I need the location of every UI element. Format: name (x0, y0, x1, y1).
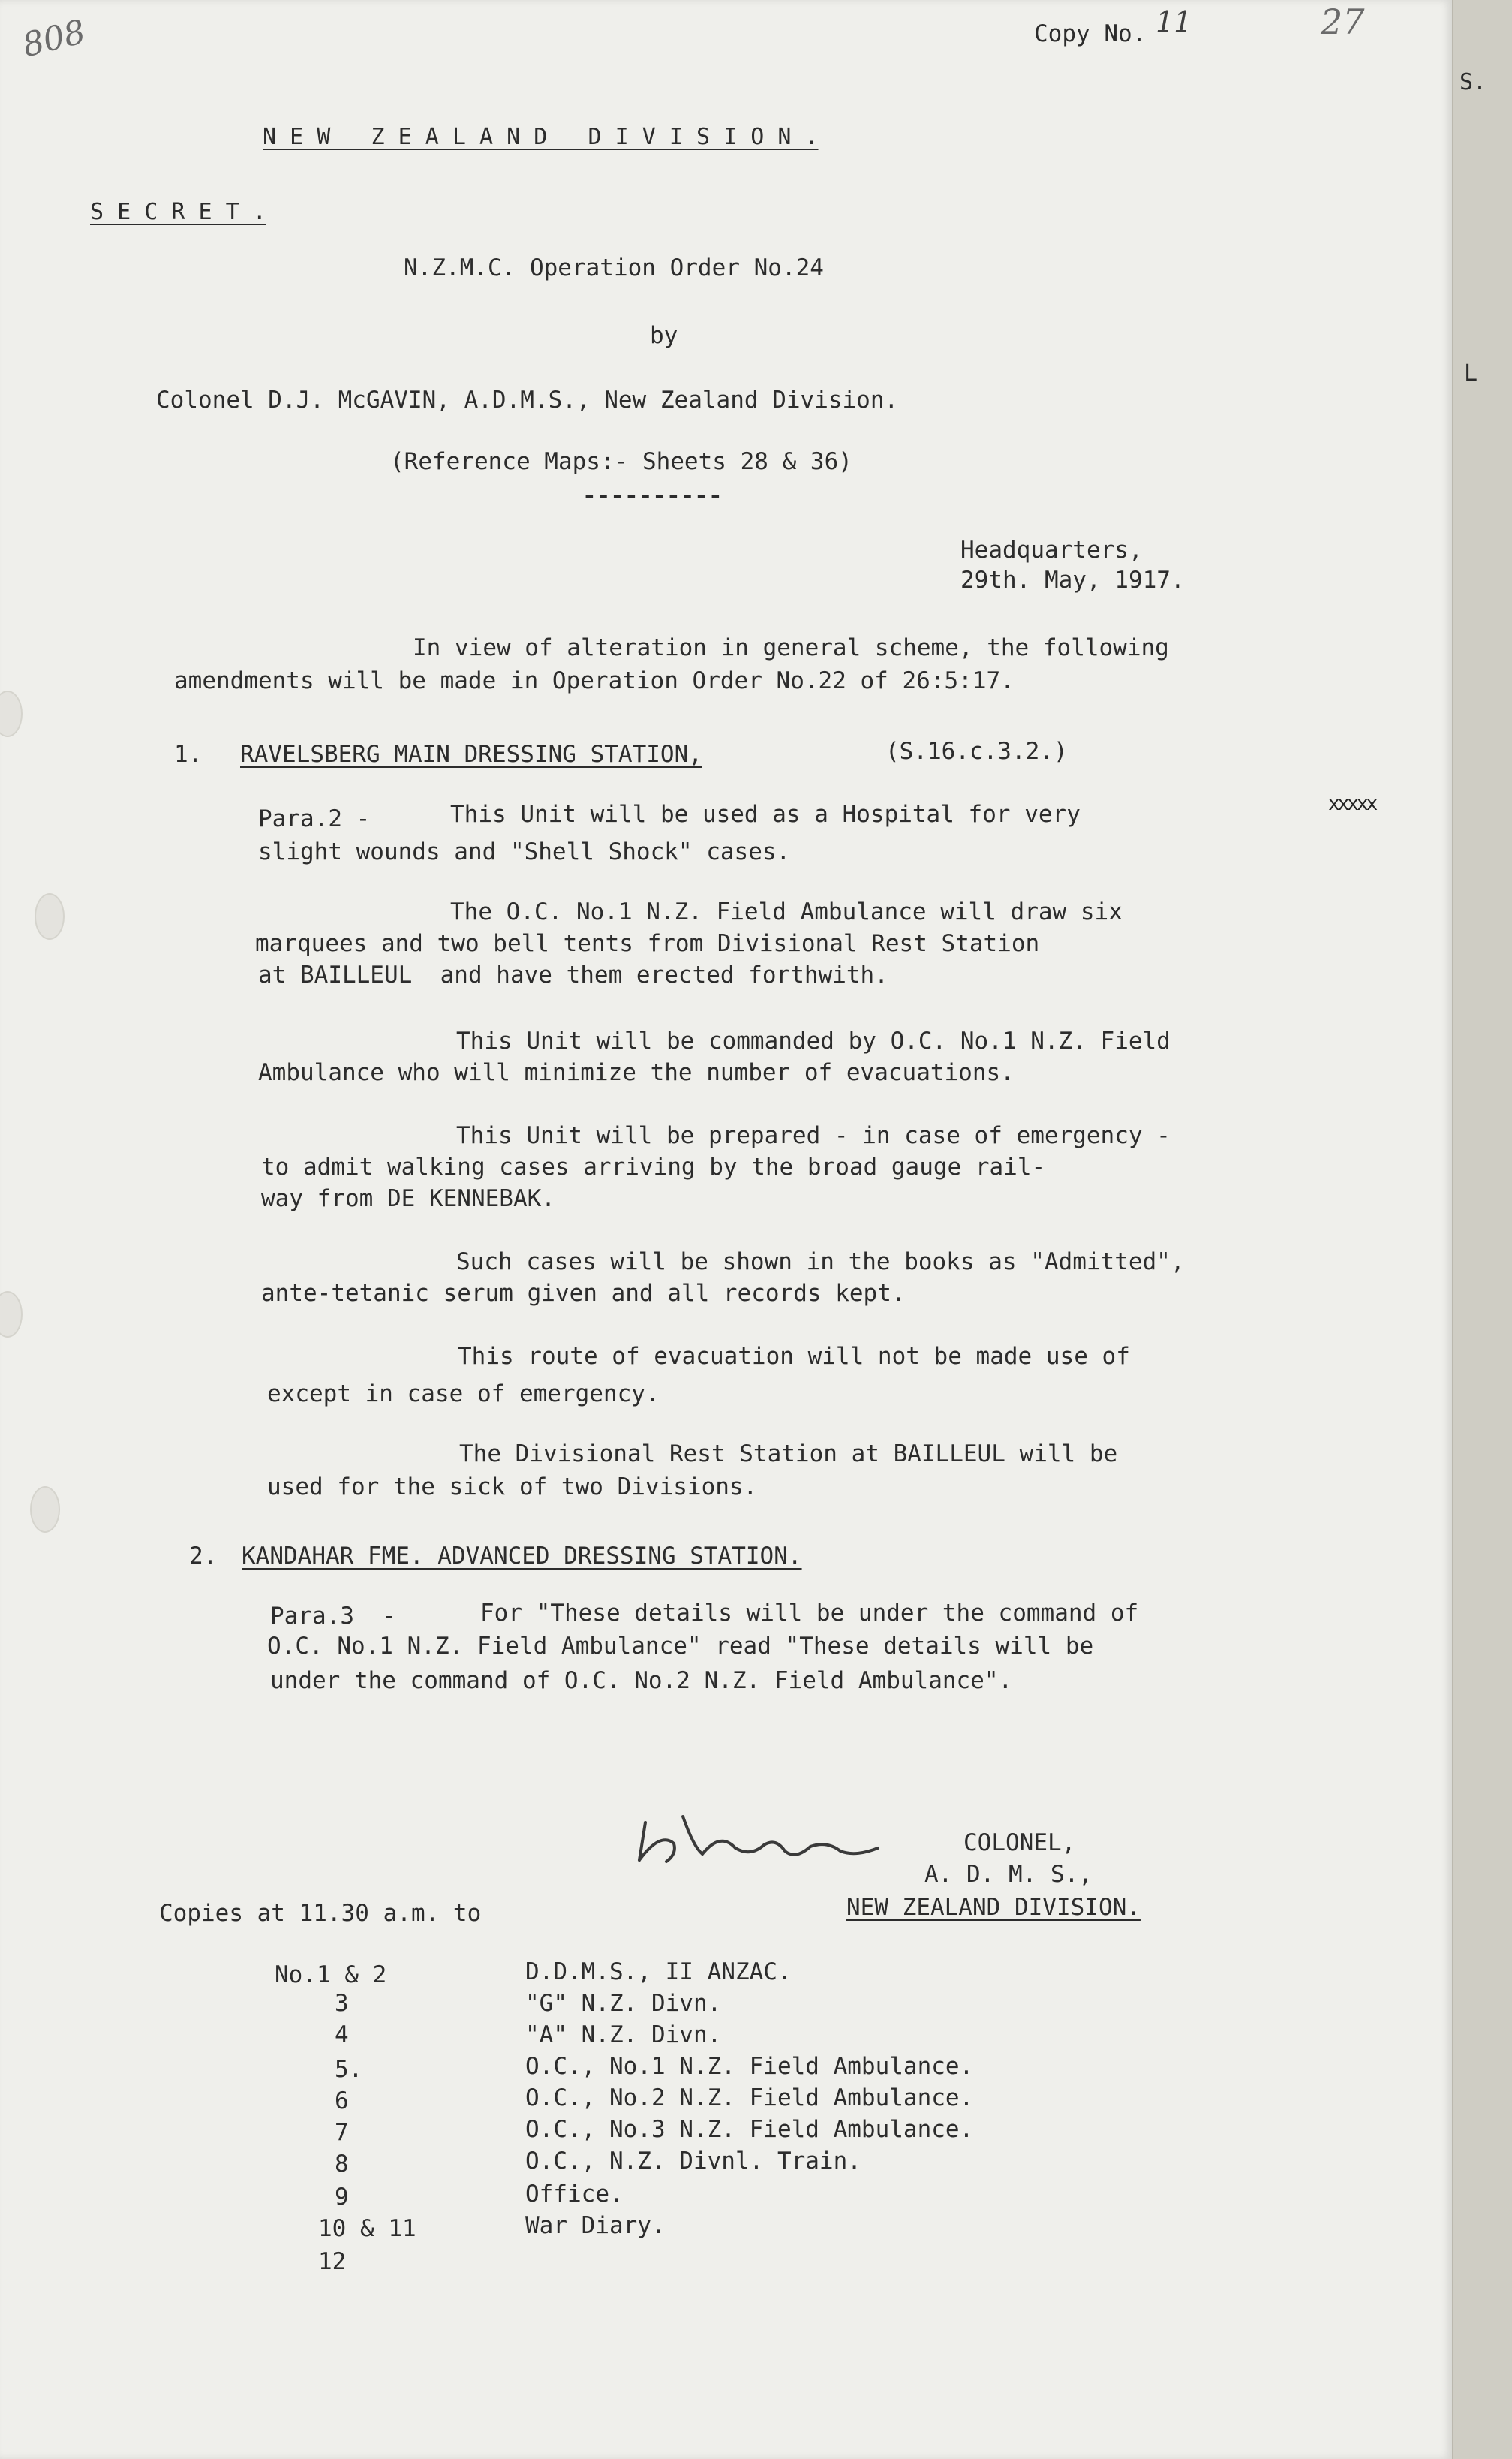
paragraph-text: This Unit will be prepared - in case of emergency - (456, 1122, 1171, 1149)
paragraph-text: The O.C. No.1 N.Z. Field Ambulance will draw six (450, 898, 1123, 926)
paragraph-text: This route of evacuation will not be made use of (458, 1343, 1130, 1370)
intro-text: amendments will be made in Operation Order No.22 of 26:5:17. (174, 667, 1015, 694)
copy-number-entry: 9 (335, 2184, 349, 2211)
copy-number-entry: 7 (335, 2119, 349, 2146)
punch-hole (30, 1486, 60, 1533)
struck-out-text: xxxxx (1328, 793, 1376, 815)
copy-number-entry: 6 (335, 2087, 349, 2114)
paragraph-text: under the command of O.C. No.2 N.Z. Field Ambulance". (270, 1667, 1013, 1694)
copy-recipient: War Diary. (525, 2212, 666, 2239)
division-heading: N E W Z E A L A N D D I V I S I O N . (263, 124, 819, 150)
paragraph-text: Ambulance who will minimize the number of evacuations. (258, 1059, 1015, 1086)
paragraph-text: ante-tetanic serum given and all records kept. (261, 1280, 906, 1307)
copy-recipient: D.D.M.S., II ANZAC. (525, 1958, 792, 1985)
copy-recipient: "A" N.Z. Divn. (525, 2021, 722, 2048)
paragraph-text: O.C. No.1 N.Z. Field Ambulance" read "These details will be (267, 1633, 1094, 1660)
paragraph-text: at BAILLEUL and have them erected forthwith. (258, 962, 888, 989)
section-heading: KANDAHAR FME. ADVANCED DRESSING STATION. (242, 1543, 802, 1570)
edge-text: S. (1459, 69, 1487, 95)
para-label: Para.3 - (270, 1603, 396, 1630)
paragraph-text: For "These details will be under the command of (480, 1600, 1139, 1627)
document-date: 29th. May, 1917. (960, 567, 1185, 594)
page-number: 27 (1321, 2, 1365, 42)
copy-number-entry: 8 (335, 2150, 349, 2178)
section-number: 1. (174, 741, 203, 768)
copy-recipient: O.C., No.3 N.Z. Field Ambulance. (525, 2116, 974, 2143)
copy-number: 11 (1156, 5, 1192, 38)
copies-heading: Copies at 11.30 a.m. to (159, 1900, 482, 1927)
copy-recipient: O.C., No.1 N.Z. Field Ambulance. (525, 2053, 974, 2080)
copy-recipient: O.C., N.Z. Divnl. Train. (525, 2147, 861, 2175)
signature (630, 1801, 900, 1884)
section-heading: RAVELSBERG MAIN DRESSING STATION, (240, 741, 702, 768)
paragraph-text: except in case of emergency. (267, 1380, 660, 1407)
copy-recipient: Office. (525, 2181, 624, 2208)
para-label: Para.2 - (258, 805, 371, 832)
paragraph-text: This Unit will be commanded by O.C. No.1 N.Z. Field (456, 1028, 1171, 1055)
paragraph-text: to admit walking cases arriving by the broad gauge rail- (261, 1154, 1046, 1181)
paragraph-text: slight wounds and "Shell Shock" cases. (258, 838, 791, 865)
underlying-page-edge (1452, 0, 1512, 2459)
copy-no-label: Copy No. (1034, 20, 1147, 47)
copy-number-entry: 10 & 11 (318, 2215, 416, 2242)
signatory-rank: COLONEL, (963, 1829, 1076, 1856)
paragraph-text: used for the sick of two Divisions. (267, 1473, 758, 1500)
classification: S E C R E T . (90, 199, 266, 225)
section-number: 2. (189, 1543, 218, 1570)
map-reference: (S.16.c.3.2.) (885, 738, 1068, 765)
copy-number-entry: 3 (335, 1990, 349, 2017)
reference-maps: (Reference Maps:- Sheets 28 & 36) (390, 448, 852, 475)
copy-number-entry: No.1 & 2 (275, 1961, 387, 1988)
copy-number-entry: 4 (335, 2021, 349, 2048)
edge-text: L (1464, 360, 1478, 387)
author-line: Colonel D.J. McGAVIN, A.D.M.S., New Zealand Division. (156, 387, 899, 414)
copy-recipient: O.C., No.2 N.Z. Field Ambulance. (525, 2084, 974, 2111)
separator-line: ---------- (582, 483, 723, 510)
signatory-title: A. D. M. S., (924, 1861, 1093, 1888)
order-title: N.Z.M.C. Operation Order No.24 (404, 254, 824, 281)
paragraph-text: way from DE KENNEBAK. (261, 1185, 555, 1212)
archive-number: 808 (18, 12, 89, 65)
copy-number-entry: 5. (335, 2056, 363, 2083)
headquarters-label: Headquarters, (960, 537, 1143, 564)
punch-hole (35, 893, 65, 940)
copy-number-entry: 12 (318, 2248, 347, 2275)
intro-text: In view of alteration in general scheme, the following (413, 634, 1169, 661)
paragraph-text: Such cases will be shown in the books as "Admitted", (456, 1248, 1185, 1275)
by-line: by (650, 322, 678, 349)
paragraph-text: This Unit will be used as a Hospital for very (450, 801, 1081, 828)
paragraph-text: The Divisional Rest Station at BAILLEUL will be (459, 1440, 1118, 1467)
copy-recipient: "G" N.Z. Divn. (525, 1990, 722, 2017)
signatory-unit: NEW ZEALAND DIVISION. (846, 1894, 1141, 1921)
paragraph-text: marquees and two bell tents from Divisional Rest Station (255, 930, 1040, 957)
